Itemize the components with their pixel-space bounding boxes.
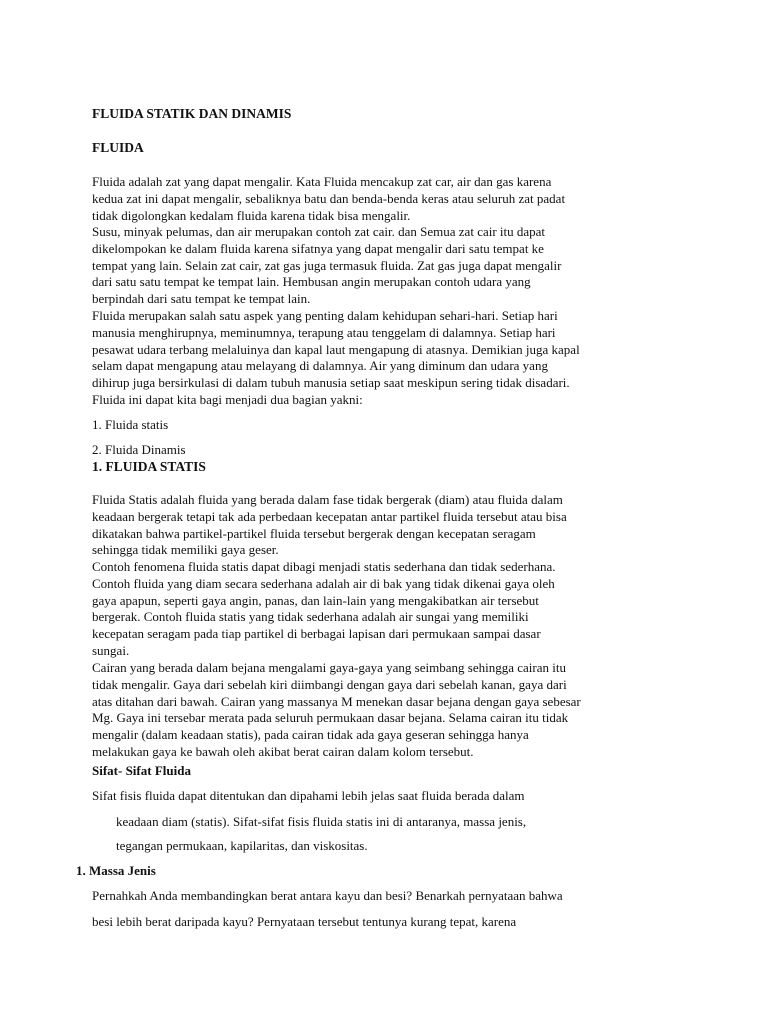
paragraph-statis-vessel: Cairan yang berada dalam bejana mengalami gaya-gaya yang seimbang sehingga cairan itu tidak mengalir. Gaya dari sebelah kiri diimbangi dengan gaya dari sebelah kanan, gaya dari atas ditahan dari bawah. Cairan yang massanya M menekan dasar bejana dengan gaya sebesar Mg. Gaya ini tersebar merata pada seluruh permukaan dasar bejana. Selama cairan itu tidak mengalir (dalam keadaan statis), pada cairan tidak ada gaya geseran sehingga hanya melakukan gaya ke bawah oleh akibat berat cairan dalam kolom tersebut.: [92, 660, 581, 759]
section-heading-sifat-fluida: Sifat- Sifat Fluida: [92, 763, 191, 778]
list-item: 2. Fluida Dinamis: [92, 442, 186, 457]
section-heading-fluida: FLUIDA: [92, 140, 144, 155]
document-title: FLUIDA STATIK DAN DINAMIS: [92, 106, 292, 121]
list-item: 1. Fluida statis: [92, 417, 169, 432]
sifat-line: Sifat fisis fluida dapat ditentukan dan dipahami lebih jelas saat fluida berada dalam: [92, 788, 525, 803]
paragraph-fluida-definition: Fluida adalah zat yang dapat mengalir. Kata Fluida mencakup zat car, air dan gas karena kedua zat ini dapat mengalir, sebaliknya batu dan benda-benda keras atau seluruh zat padat tidak digolongkan kedalam fluida karena tidak bisa mengalir.: [92, 174, 566, 223]
massa-line: besi lebih berat daripada kayu? Pernyataan tersebut tentunya kurang tepat, karena: [92, 914, 517, 929]
paragraph-statis-examples: Contoh fenomena fluida statis dapat dibagi menjadi statis sederhana dan tidak sederhana. Contoh fluida yang diam secara sederhana adalah air di bak yang tidak dikenai gaya oleh gaya apapun, seperti gaya angin, panas, dan lain-lain yang mengakibatkan air tersebut bergerak. Contoh fluida statis yang tidak sederhana adalah air sungai yang memiliki kecepatan seragam pada tiap partikel di berbagai lapisan dari permukaan sampai dasar sungai.: [92, 559, 556, 658]
paragraph-statis-definition: Fluida Statis adalah fluida yang berada dalam fase tidak bergerak (diam) atau fluida dalam keadaan bergerak tetapi tak ada perbedaan kecepatan antar partikel fluida tersebut atau bisa dikatakan bahwa partikel-partikel fluida tersebut bergerak dengan kecepatan seragam sehingga tidak memiliki gaya geser.: [92, 492, 567, 558]
paragraph-fluida-examples: Susu, minyak pelumas, dan air merupakan contoh zat cair. dan Semua zat cair itu dapat dikelompokan ke dalam fluida karena sifatnya yang dapat mengalir dari satu tempat ke tempat yang lain. Selain zat cair, zat gas juga termasuk fluida. Zat gas juga dapat mengalir dari satu satu tempat ke tempat lain. Hembusan angin merupakan contoh udara yang berpindah dari satu tempat ke tempat lain.: [92, 224, 562, 307]
sifat-line: tegangan permukaan, kapilaritas, dan viskositas.: [116, 838, 368, 853]
massa-line: Pernahkah Anda membandingkan berat antara kayu dan besi? Benarkah pernyataan bahwa: [92, 888, 563, 903]
sifat-line: keadaan diam (statis). Sifat-sifat fisis fluida statis ini di antaranya, massa jenis,: [116, 814, 527, 829]
section-heading-massa-jenis: 1. Massa Jenis: [76, 863, 156, 878]
section-heading-fluida-statis: 1. FLUIDA STATIS: [92, 459, 206, 474]
paragraph-fluida-importance: Fluida merupakan salah satu aspek yang penting dalam kehidupan sehari-hari. Setiap hari manusia menghirupnya, meminumnya, terapung atau tenggelam di dalamnya. Setiap hari pesawat udara terbang melaluinya dan kapal laut mengapung di atasnya. Demikian juga kapal selam dapat mengapung atau melayang di dalamnya. Air yang diminum dan udara yang dihirup juga bersirkulasi di dalam tubuh manusia setiap saat meskipun sering tidak disadari. Fluida ini dapat kita bagi menjadi dua bagian yakni:: [92, 308, 580, 407]
